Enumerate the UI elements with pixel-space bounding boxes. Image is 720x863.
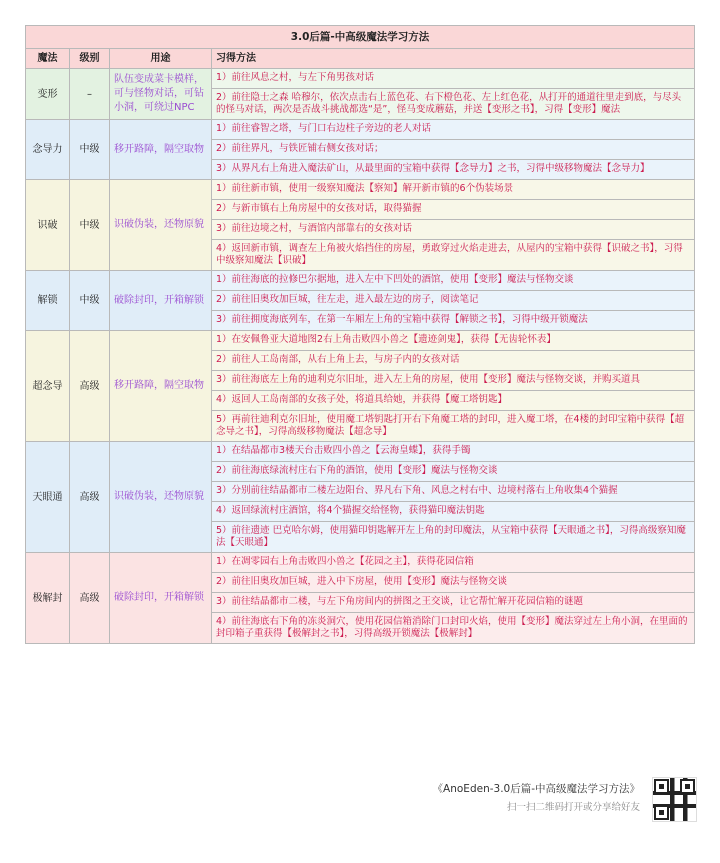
spell-name: 解锁 [26, 271, 70, 331]
spell-use: 移开路障，隔空取物 [110, 331, 212, 442]
qr-code-icon[interactable] [652, 777, 697, 822]
method-step: 3）前往拥度海底列车，在第一车厢左上角的宝箱中获得【解锁之书】，习得中级开锁魔法 [212, 311, 695, 331]
table-row [26, 271, 695, 291]
method-step: 2）前往旧奥玫加巨城，进入中下房屋，使用【变形】魔法与怪物交谈 [212, 573, 695, 593]
table-row [26, 331, 695, 351]
header-level: 级别 [70, 49, 110, 69]
table-row [26, 69, 695, 89]
header-use: 用途 [110, 49, 212, 69]
spell-use: 移开路障，隔空取物 [110, 120, 212, 180]
method-step: 4）返回新市镇，调查左上角被火焰挡住的房屋，勇敢穿过火焰走进去，从屋内的宝箱中获得【识破之书】，习得中级察知魔法【识破】 [212, 240, 695, 271]
method-step: 3）前往边境之村，与酒馆内部靠右的女孩对话 [212, 220, 695, 240]
method-step: 4）前往海底右下角的冻炎洞穴，使用花园信箱消除门口封印火焰，使用【变形】魔法穿过左上角小洞，在里面的封印箱子重获得【极解封之书】，习得高级开锁魔法【极解封】 [212, 613, 695, 644]
method-step: 3）分别前往结晶都市二楼左边阳台、界凡右下角、风息之村右中、边境村落右上角收集4个猫握 [212, 482, 695, 502]
spell-use: 队伍变成菜卡模样，可与怪物对话，可钻小洞，可绕过NPC [110, 69, 212, 120]
spell-level: 中级 [70, 120, 110, 180]
method-step: 1）在凋零园右上角击败四小兽之【花园之主】，获得花园信箱 [212, 553, 695, 573]
spell-name: 天眼通 [26, 442, 70, 553]
method-step: 2）前往旧奥玫加巨城，往左走，进入最左边的房子，阅读笔记 [212, 291, 695, 311]
spell-use: 识破伪装，还物原貌 [110, 180, 212, 271]
method-step: 3）前往海底左上角的迪利克尔旧址，进入左上角的房屋，使用【变形】魔法与怪物交谈，并购买道具 [212, 371, 695, 391]
method-step: 1）前往海底的拉修巴尔据地，进入左中下凹处的酒馆，使用【变形】魔法与怪物交谈 [212, 271, 695, 291]
footer-subtitle: 扫一扫二维码打开或分享给好友 [506, 802, 640, 813]
method-step: 1）在结晶都市3楼天台击败四小兽之【云海皇蝶】，获得手镯 [212, 442, 695, 462]
method-step: 1）在安佩鲁亚大道地图2右上角击败四小兽之【遗迹剑鬼】，获得【无齿轮怀表】 [212, 331, 695, 351]
spell-level: – [70, 69, 110, 120]
table-row [26, 553, 695, 573]
spell-use: 破除封印，开箱解锁 [110, 271, 212, 331]
header-method: 习得方法 [212, 49, 695, 69]
header-spell: 魔法 [26, 49, 70, 69]
footer-caption: 《AnoEden-3.0后篇-中高级魔法学习方法》 [432, 783, 640, 795]
method-step: 1）前往新市镇，使用一级察知魔法【察知】解开新市镇的6个伪装场景 [212, 180, 695, 200]
spell-use: 识破伪装，还物原貌 [110, 442, 212, 553]
spell-use: 破除封印，开箱解锁 [110, 553, 212, 644]
method-step: 4）返回绿流村庄酒馆，将4个猫握交给怪物，获得猫印魔法钥匙 [212, 502, 695, 522]
method-step: 1）前往风息之村，与左下角男孩对话 [212, 69, 695, 89]
method-step: 3）从界凡右上角进入魔法矿山，从最里面的宝箱中获得【念导力】之书，习得中级移物魔法【念导力】 [212, 160, 695, 180]
spell-name: 识破 [26, 180, 70, 271]
table-row [26, 442, 695, 462]
method-step: 2）前往海底绿流村庄右下角的酒馆，使用【变形】魔法与怪物交谈 [212, 462, 695, 482]
method-step: 2）前往人工岛南部，从右上角上去，与房子内的女孩对话 [212, 351, 695, 371]
method-step: 3）前往结晶都市二楼，与左下角房间内的拼图之王交谈，让它帮忙解开花园信箱的谜题 [212, 593, 695, 613]
spell-level: 中级 [70, 271, 110, 331]
spell-level: 高级 [70, 553, 110, 644]
table-row [26, 180, 695, 200]
method-step: 5）前往遗迹 巴克哈尔姆，使用猫印钥匙解开左上角的封印魔法，从宝箱中获得【天眼通之书】，习得高级察知魔法【天眼通】 [212, 522, 695, 553]
table-row [26, 120, 695, 140]
method-step: 2）与新市镇右上角房屋中的女孩对话，取得猫握 [212, 200, 695, 220]
spell-name: 极解封 [26, 553, 70, 644]
method-step: 5）再前往迪利克尔旧址，使用魔工塔钥匙打开右下角魔工塔的封印，进入魔工塔，在4楼的封印宝箱中获得【超念导之书】，习得高级移物魔法【超念导】 [212, 411, 695, 442]
spell-level: 高级 [70, 442, 110, 553]
spell-name: 念导力 [26, 120, 70, 180]
magic-table [25, 25, 695, 644]
table-title: 3.0后篇-中高级魔法学习方法 [26, 26, 695, 49]
method-step: 4）返回人工岛南部的女孩子处，将道具给她，并获得【魔工塔钥匙】 [212, 391, 695, 411]
method-step: 2）前往界凡，与铁匠铺右侧女孩对话； [212, 140, 695, 160]
spell-name: 超念导 [26, 331, 70, 442]
method-step: 1）前往睿智之塔，与门口右边柱子旁边的老人对话 [212, 120, 695, 140]
method-step: 2）前往隐士之森 哈穆尔，依次点击右上蓝色花、右下橙色花、左上红色花，从打开的通道往里走到底，与尽头的怪马对话，两次是否战斗挑战都选“是”，怪马变成蘑菇，并送【变形之书】，习得【变形】魔法 [212, 89, 695, 120]
spell-level: 中级 [70, 180, 110, 271]
header-row [26, 49, 695, 69]
spell-level: 高级 [70, 331, 110, 442]
spell-name: 变形 [26, 69, 70, 120]
